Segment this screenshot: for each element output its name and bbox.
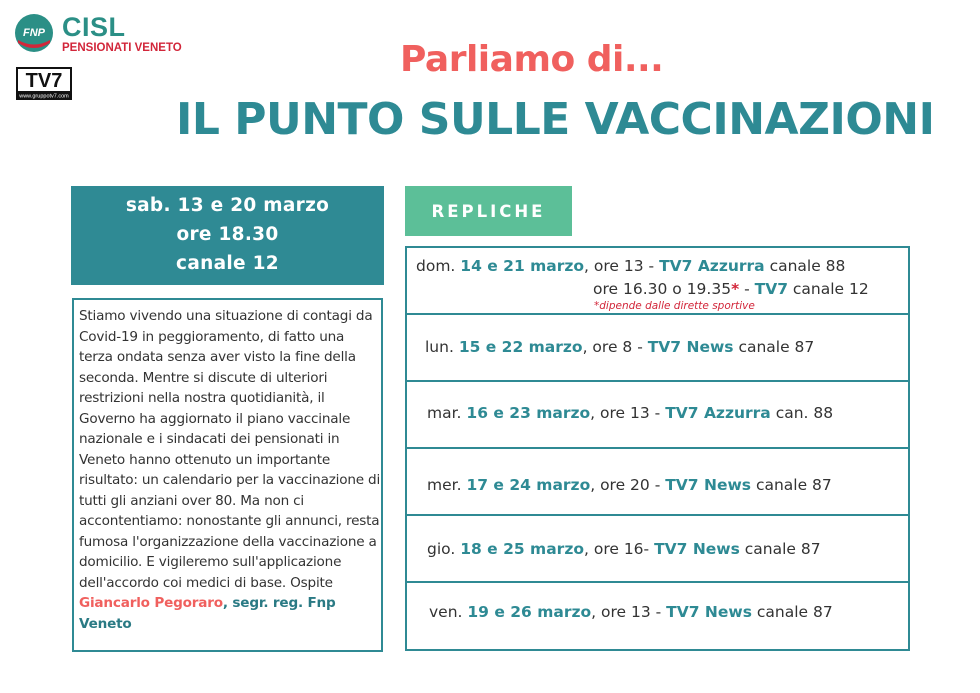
main-title: IL PUNTO SULLE VACCINAZIONI — [176, 94, 935, 145]
row-channel: TV7 Azzurra — [665, 404, 771, 422]
schedule-row-monday — [407, 315, 908, 382]
row-channel: TV7 Azzurra — [659, 257, 765, 275]
row-channel: TV7 News — [666, 603, 752, 621]
row-day: mar. — [427, 404, 467, 422]
guest-role: , segr. reg. Fnp Veneto — [79, 595, 336, 632]
schedule-row-sunday — [407, 248, 908, 315]
row-dates: 16 e 23 marzo — [466, 404, 591, 422]
tv7-logo-text: TV7 — [25, 70, 63, 92]
schedule-row-friday — [407, 583, 908, 649]
fnp-logo — [14, 13, 54, 53]
guest-name: Giancarlo Pegoraro — [79, 595, 223, 611]
row-alt-star: * — [731, 280, 740, 298]
description-body: Stiamo vivendo una situazione di contagi da Covid-19 in peggioramento, di fatto una terza ondata senza aver visto la fine della seconda. Mentre si discute di ulteriori restrizioni nella nostra quotidianità, il Governo ha aggiornato il piano vaccinale nazionale e i sindacati dei pensionati in Veneto hanno ottenuto un importante risultato: un calendario per la vaccinazione di tutti gli anziani over 80. Ma non ci accontentiamo: nonostante gli annunci, resta fumosa l'organizzazione della vaccinazione a domicilio. E vigileremo sull'applicazione dell'accordo coi medici di base. Ospite — [79, 308, 381, 591]
row-alt-channel-number: canale 12 — [787, 280, 869, 298]
row-channel-number: canale 87 — [733, 338, 815, 356]
row-time: , ore 13 - — [584, 257, 660, 275]
row-channel-number: canale 87 — [751, 476, 832, 494]
cisl-logo-subtitle: PENSIONATI VENETO — [62, 42, 182, 54]
row-time: , ore 13 - — [590, 404, 666, 422]
tv7-logo — [16, 67, 72, 100]
schedule-row-thursday — [407, 516, 908, 583]
row-dates: 18 e 25 marzo — [460, 540, 584, 558]
row-alt-separator: - — [739, 280, 755, 298]
row-dates: 19 e 26 marzo — [467, 603, 592, 621]
row-channel-number: canale 87 — [739, 540, 821, 558]
row-alt-channel: TV7 — [754, 280, 788, 298]
row-dates: 17 e 24 marzo — [466, 476, 591, 494]
repliche-badge: REPLICHE — [405, 186, 572, 236]
airing-time: ore 18.30 — [176, 224, 279, 245]
sports-note: *dipende dalle dirette sportive — [594, 300, 755, 312]
row-time: , ore 20 - — [590, 476, 666, 494]
row-day: mer. — [427, 476, 467, 494]
row-day: dom. — [416, 257, 461, 275]
row-day: ven. — [429, 603, 468, 621]
row-time: , ore 8 - — [582, 338, 648, 356]
airing-box — [71, 186, 384, 285]
airing-channel: canale 12 — [176, 253, 279, 274]
row-day: gio. — [427, 540, 461, 558]
schedule-row-wednesday — [407, 449, 908, 516]
row-channel: TV7 News — [654, 540, 740, 558]
row-dates: 14 e 21 marzo — [460, 257, 585, 275]
row-channel-number: can. 88 — [770, 404, 834, 422]
tv7-logo-url: www.gruppotv7.com — [19, 93, 69, 100]
cisl-logo-text: CISL — [62, 12, 126, 42]
airing-dates: sab. 13 e 20 marzo — [125, 195, 330, 216]
row-time: , ore 16- — [583, 540, 655, 558]
row-dates: 15 e 22 marzo — [458, 338, 583, 356]
description-box — [72, 298, 383, 652]
row-time: , ore 13 - — [591, 603, 667, 621]
repliche-schedule — [405, 246, 910, 651]
row-channel-number: canale 87 — [751, 603, 833, 621]
row-channel-number: canale 88 — [764, 257, 846, 275]
row-alt-time: ore 16.30 o 19.35 — [593, 280, 732, 298]
row-channel: TV7 News — [665, 476, 752, 494]
schedule-row-tuesday — [407, 382, 908, 449]
row-day: lun. — [425, 338, 459, 356]
row-channel: TV7 News — [647, 338, 734, 356]
kicker-title: Parliamo di... — [400, 39, 664, 80]
fnp-logo-text: FNP — [23, 27, 45, 39]
